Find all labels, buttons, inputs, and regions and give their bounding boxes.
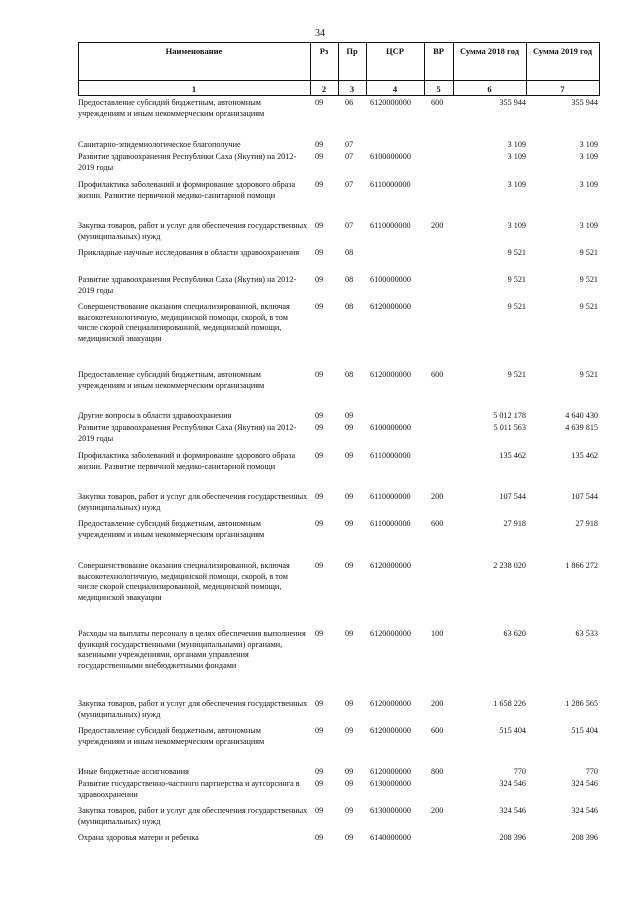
row-sum-2019: 515 404 (571, 726, 598, 735)
row-pr: 09 (345, 561, 354, 570)
row-name: Профилактика заболеваний и формирование здорового образа жизни. Развитие первичной медико-санитарной помощи (78, 451, 296, 471)
row-name: Развитие здравоохранения Республики Саха (Якутия) на 2012-2019 годы (78, 275, 297, 295)
row-sum-2019: 3 109 (579, 140, 598, 149)
row-sum-2019: 27 918 (575, 519, 598, 528)
row-rz: 09 (315, 275, 324, 284)
row-vr: 200 (431, 221, 444, 230)
row-sum-2019: 3 109 (579, 221, 598, 230)
row-sum-2018: 9 521 (507, 248, 526, 257)
row-pr: 09 (345, 423, 354, 432)
row-pr: 09 (345, 629, 354, 638)
row-rz: 09 (315, 423, 324, 432)
row-sum-2019: 324 546 (571, 779, 598, 788)
page-number: 34 (315, 28, 325, 39)
row-csr: 6120000000 (370, 302, 411, 311)
row-sum-2019: 135 462 (571, 451, 598, 460)
row-pr: 08 (345, 370, 354, 379)
header-bottom-rule (78, 95, 600, 96)
row-pr: 09 (345, 806, 354, 815)
row-vr: 600 (431, 98, 444, 107)
row-sum-2018: 324 546 (499, 779, 526, 788)
row-sum-2018: 3 109 (507, 221, 526, 230)
row-rz: 09 (315, 629, 324, 638)
row-csr: 6130000000 (370, 779, 411, 788)
row-name: Предоставление субсидий бюджетным, автономным учреждениям и иным некоммерческим организациям (78, 726, 265, 746)
row-sum-2018: 63 620 (503, 629, 526, 638)
row-rz: 09 (315, 221, 324, 230)
row-name: Другие вопросы в области здравоохранения (78, 411, 232, 420)
row-csr: 6120000000 (370, 699, 411, 708)
row-name: Санитарно-эпидемиологическое благополучие (78, 140, 241, 149)
row-vr: 200 (431, 806, 444, 815)
row-rz: 09 (315, 492, 324, 501)
row-rz: 09 (315, 451, 324, 460)
header-top-rule (78, 42, 600, 43)
col-number: 5 (436, 84, 441, 94)
row-sum-2018: 9 521 (507, 370, 526, 379)
row-sum-2019: 63 533 (575, 629, 598, 638)
row-pr: 09 (345, 833, 354, 842)
row-csr: 6120000000 (370, 629, 411, 638)
row-pr: 08 (345, 248, 354, 257)
row-csr: 6120000000 (370, 98, 411, 107)
row-sum-2019: 3 109 (579, 180, 598, 189)
row-rz: 09 (315, 411, 324, 420)
row-rz: 09 (315, 98, 324, 107)
row-sum-2018: 3 109 (507, 152, 526, 161)
row-sum-2018: 208 396 (499, 833, 526, 842)
row-sum-2018: 9 521 (507, 275, 526, 284)
row-csr: 6100000000 (370, 423, 411, 432)
row-sum-2018: 3 109 (507, 180, 526, 189)
row-pr: 09 (345, 699, 354, 708)
row-sum-2018: 107 544 (499, 492, 526, 501)
row-pr: 07 (345, 221, 354, 230)
header-sum-2019: Сумма 2019 год (532, 46, 593, 56)
row-sum-2019: 107 544 (571, 492, 598, 501)
row-pr: 09 (345, 726, 354, 735)
row-rz: 09 (315, 180, 324, 189)
row-csr: 6110000000 (370, 180, 411, 189)
row-sum-2019: 208 396 (571, 833, 598, 842)
row-name: Совершенствование оказания специализированной, включая высокотехнологичную, медицинской помощи, скорой, в том числе скорой специализированной, медицинской помощи, медицинской эвакуации (78, 302, 290, 343)
row-csr: 6100000000 (370, 152, 411, 161)
row-vr: 800 (431, 767, 444, 776)
row-name: Закупка товаров, работ и услуг для обеспечения государственных (муниципальных) нужд (78, 492, 308, 512)
row-sum-2018: 770 (513, 767, 526, 776)
header-rz: Рз (319, 46, 329, 56)
row-name: Прикладные научные исследования в области здравоохранения (78, 248, 300, 257)
table-header (78, 42, 600, 96)
row-sum-2018: 1 658 226 (493, 699, 526, 708)
row-csr: 6130000000 (370, 806, 411, 815)
row-sum-2018: 515 404 (499, 726, 526, 735)
row-rz: 09 (315, 152, 324, 161)
row-pr: 09 (345, 779, 354, 788)
row-sum-2019: 770 (585, 767, 598, 776)
col-number: 7 (560, 84, 565, 94)
row-sum-2019: 4 640 430 (565, 411, 598, 420)
row-pr: 07 (345, 140, 354, 149)
row-pr: 06 (345, 98, 354, 107)
row-vr: 600 (431, 519, 444, 528)
row-pr: 09 (345, 767, 354, 776)
row-sum-2018: 3 109 (507, 140, 526, 149)
row-rz: 09 (315, 726, 324, 735)
row-vr: 600 (431, 370, 444, 379)
row-name: Предоставление субсидий бюджетным, автономным учреждениям и иным некоммерческим организациям (78, 98, 265, 118)
row-rz: 09 (315, 140, 324, 149)
row-pr: 08 (345, 302, 354, 311)
col-number: 4 (392, 84, 398, 94)
row-sum-2019: 1 286 565 (565, 699, 598, 708)
row-pr: 07 (345, 180, 354, 189)
row-sum-2018: 5 011 563 (493, 423, 526, 432)
row-name: Развитие государственно-частного партнерства и аутсорсинга в здравоохранении (78, 779, 300, 799)
row-csr: 6110000000 (370, 221, 411, 230)
row-csr: 6110000000 (370, 492, 411, 501)
row-name: Развитие здравоохранения Республики Саха (Якутия) на 2012-2019 годы (78, 423, 297, 443)
row-csr: 6120000000 (370, 726, 411, 735)
row-sum-2019: 1 866 272 (565, 561, 598, 570)
row-sum-2019: 9 521 (579, 302, 598, 311)
row-vr: 100 (431, 629, 444, 638)
header-vr: ВР (433, 46, 444, 56)
row-pr: 09 (345, 519, 354, 528)
header-csr: ЦСР (386, 46, 404, 56)
row-sum-2018: 27 918 (503, 519, 526, 528)
row-sum-2019: 3 109 (579, 152, 598, 161)
col-number: 3 (349, 84, 355, 94)
row-pr: 09 (345, 492, 354, 501)
row-csr: 6140000000 (370, 833, 411, 842)
col-number: 2 (321, 84, 327, 94)
row-rz: 09 (315, 767, 324, 776)
row-rz: 09 (315, 302, 324, 311)
row-rz: 09 (315, 833, 324, 842)
row-sum-2018: 135 462 (499, 451, 526, 460)
row-rz: 09 (315, 248, 324, 257)
row-sum-2019: 9 521 (579, 370, 598, 379)
row-sum-2018: 5 012 178 (493, 411, 526, 420)
row-pr: 07 (345, 152, 354, 161)
row-rz: 09 (315, 370, 324, 379)
row-rz: 09 (315, 519, 324, 528)
row-name: Охрана здоровья матери и ребенка (78, 833, 199, 842)
row-pr: 09 (345, 411, 354, 420)
row-sum-2019: 355 944 (571, 98, 598, 107)
row-rz: 09 (315, 779, 324, 788)
col-number: 6 (487, 84, 492, 94)
row-name: Закупка товаров, работ и услуг для обеспечения государственных (муниципальных) нужд (78, 221, 308, 241)
row-csr: 6110000000 (370, 519, 411, 528)
header-name: Наименование (165, 46, 223, 56)
row-pr: 08 (345, 275, 354, 284)
col-divider (599, 42, 600, 96)
row-name: Расходы на выплаты персоналу в целях обеспечения выполнения функций государственными (муниципальными) органами, казенными учреждениями, органами управления государственными внебюджетными фондами (78, 629, 306, 670)
row-vr: 200 (431, 492, 444, 501)
row-name: Иные бюджетные ассигнования (78, 767, 189, 776)
row-name: Закупка товаров, работ и услуг для обеспечения государственных (муниципальных) нужд (78, 806, 308, 826)
col-number: 1 (191, 84, 197, 94)
row-name: Профилактика заболеваний и формирование здорового образа жизни. Развитие первичной медико-санитарной помощи (78, 180, 296, 200)
row-pr: 09 (345, 451, 354, 460)
row-name: Закупка товаров, работ и услуг для обеспечения государственных (муниципальных) нужд (78, 699, 308, 719)
row-sum-2018: 355 944 (499, 98, 526, 107)
row-sum-2019: 4 639 815 (565, 423, 598, 432)
row-name: Совершенствование оказания специализированной, включая высокотехнологичную, медицинской помощи, скорой, в том числе скорой специализированной, медицинской помощи, медицинской эвакуации (78, 561, 290, 602)
row-name: Предоставление субсидий бюджетным, автономным учреждениям и иным некоммерческим организациям (78, 370, 265, 390)
row-csr: 6110000000 (370, 451, 411, 460)
row-sum-2018: 9 521 (507, 302, 526, 311)
row-csr: 6120000000 (370, 370, 411, 379)
row-sum-2019: 9 521 (579, 275, 598, 284)
header-mid-rule (78, 80, 600, 81)
row-sum-2018: 2 238 020 (493, 561, 526, 570)
row-vr: 600 (431, 726, 444, 735)
header-pr: Пр (346, 46, 358, 56)
row-csr: 6120000000 (370, 561, 411, 570)
row-csr: 6120000000 (370, 767, 411, 776)
row-csr: 6100000000 (370, 275, 411, 284)
row-rz: 09 (315, 561, 324, 570)
row-name: Развитие здравоохранения Республики Саха (Якутия) на 2012-2019 годы (78, 152, 297, 172)
header-sum-2018: Сумма 2018 год (459, 46, 520, 56)
row-sum-2019: 324 546 (571, 806, 598, 815)
row-rz: 09 (315, 806, 324, 815)
row-sum-2018: 324 546 (499, 806, 526, 815)
row-sum-2019: 9 521 (579, 248, 598, 257)
row-name: Предоставление субсидий бюджетным, автономным учреждениям и иным некоммерческим организациям (78, 519, 265, 539)
row-rz: 09 (315, 699, 324, 708)
row-vr: 200 (431, 699, 444, 708)
